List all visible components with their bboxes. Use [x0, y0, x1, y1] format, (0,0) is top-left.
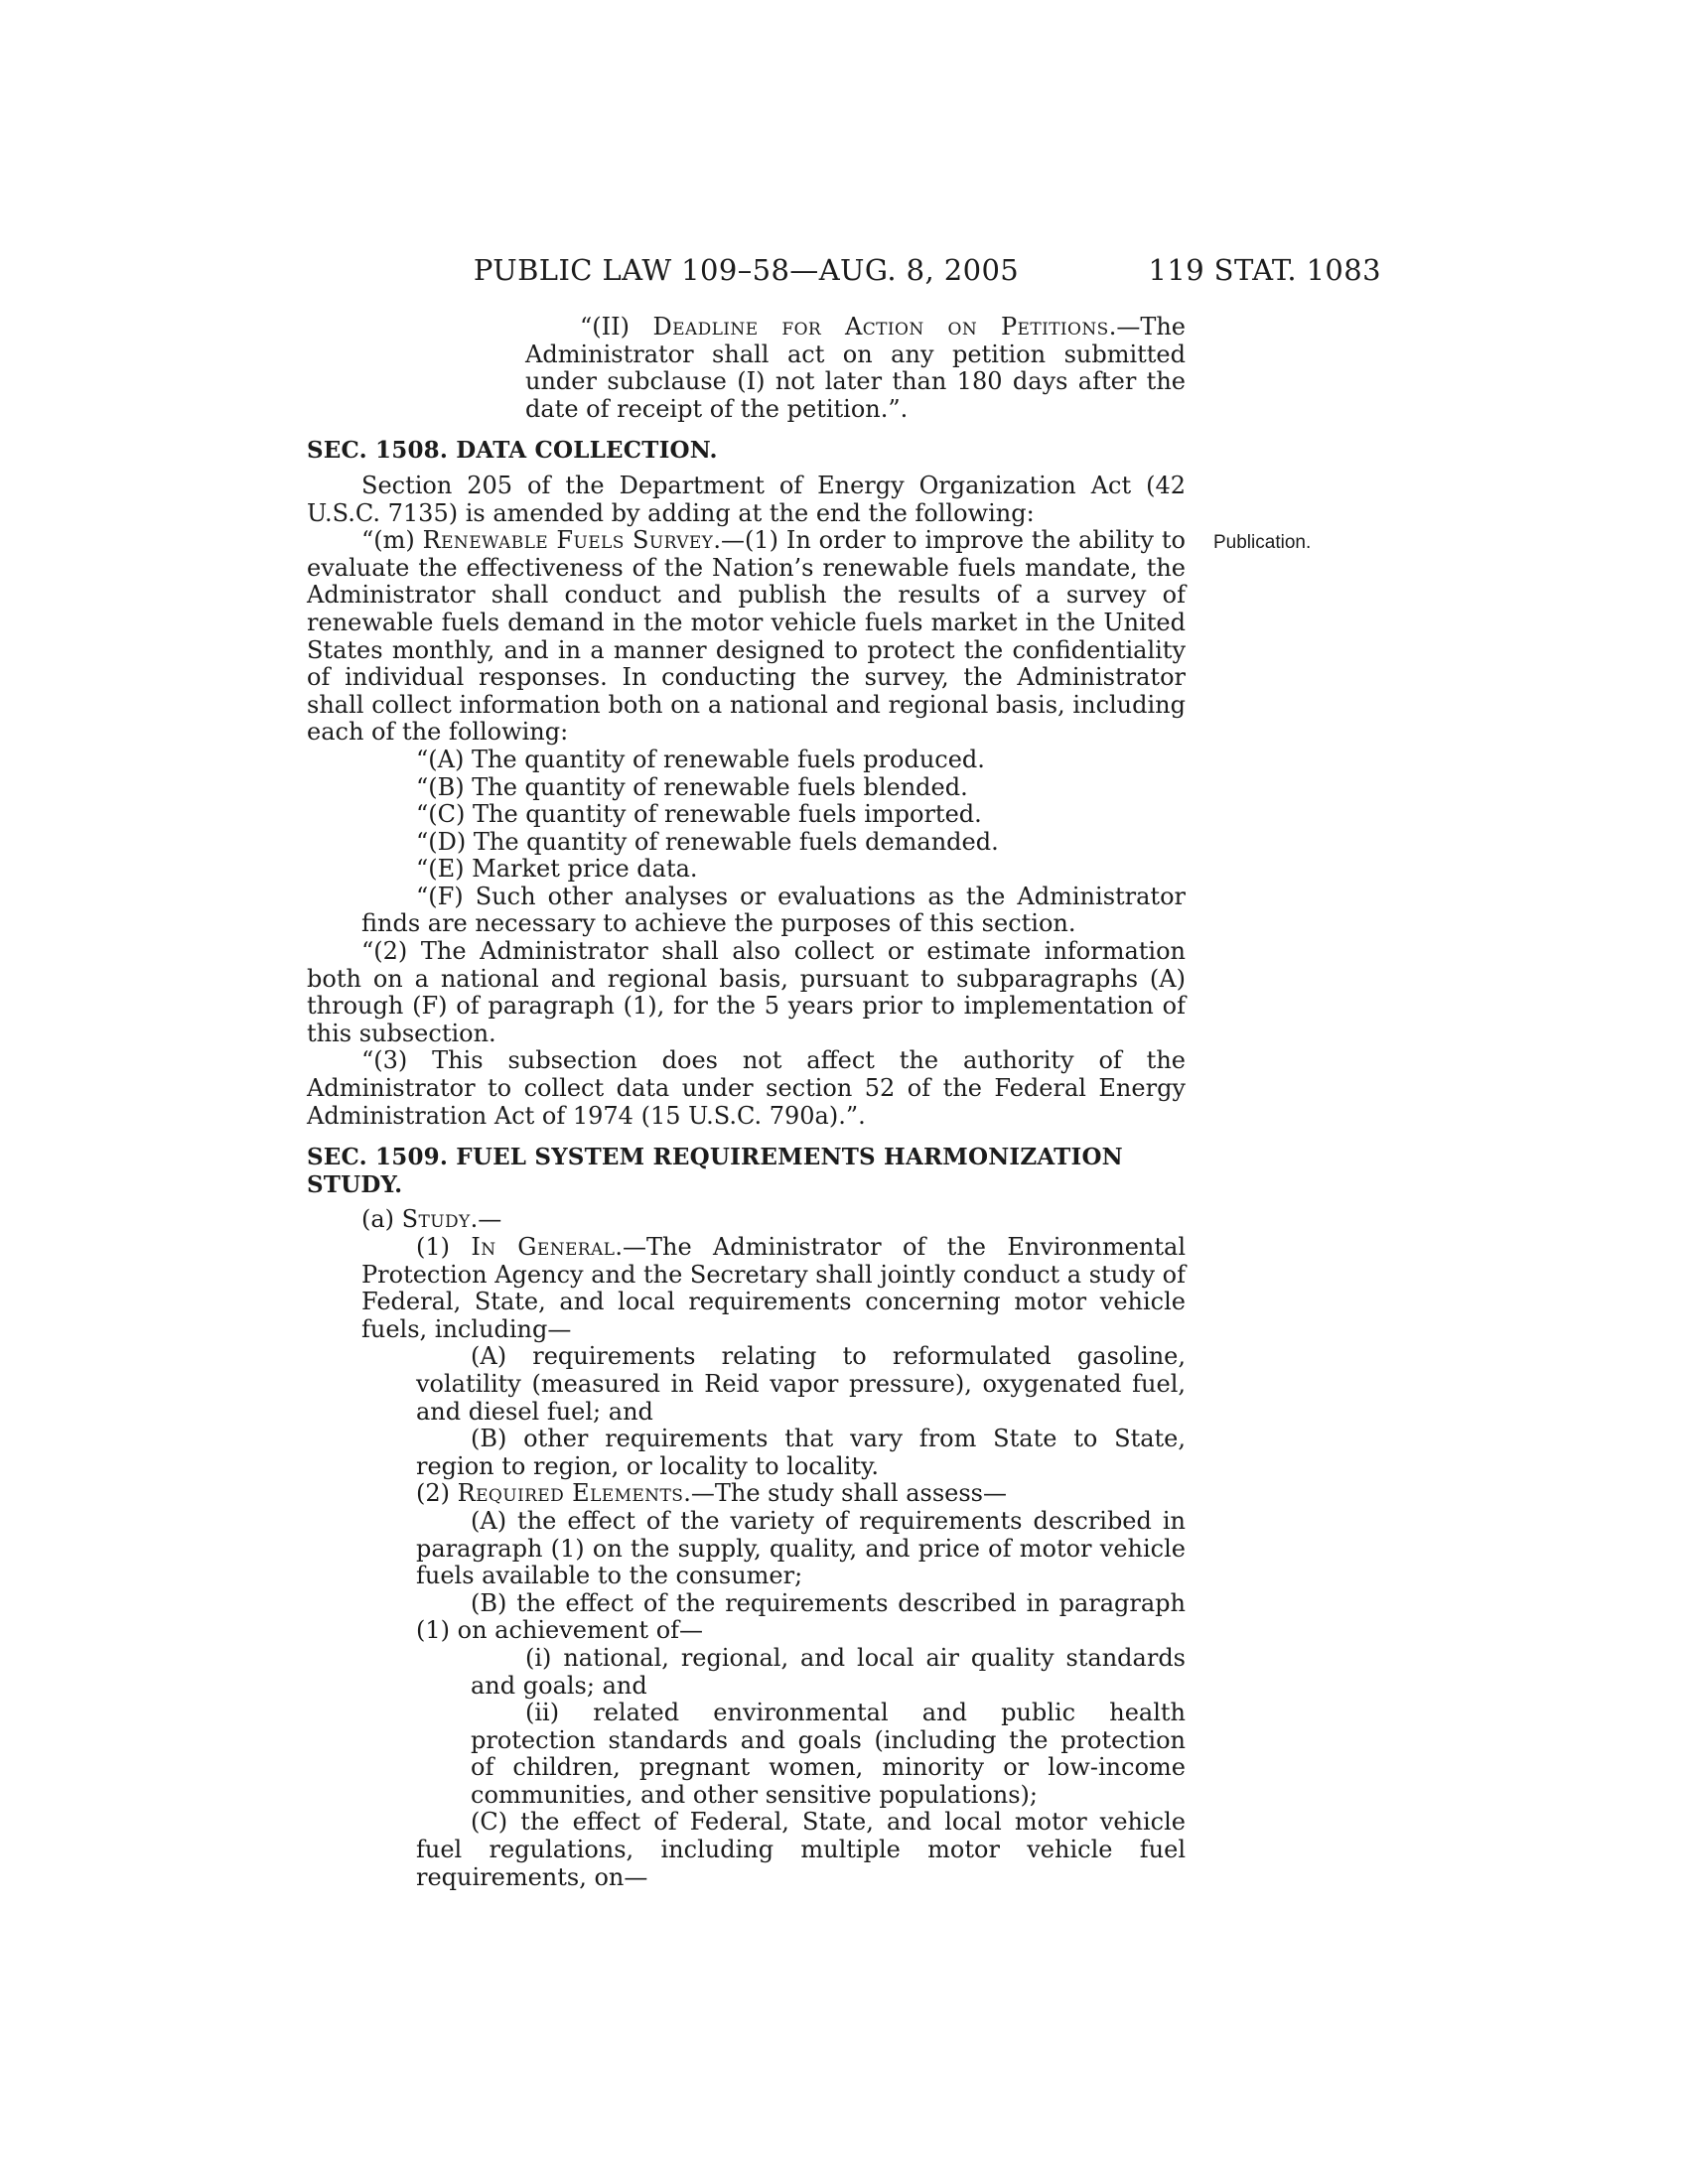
text-run: “(D) The quantity of renewable fuels demanded. [416, 827, 999, 856]
page-header-law-title: PUBLIC LAW 109–58—AUG. 8, 2005 [473, 253, 1020, 287]
paragraph [361, 829, 1186, 857]
paragraph [361, 747, 1186, 774]
text-run: “(C) The quantity of renewable fuels imported. [416, 800, 982, 829]
section-heading: SEC. 1508. DATA COLLECTION. [307, 437, 718, 465]
text-run: (ii) related environmental and public health protection standards and goals (including the protection of children, pregnant women, minority or low-income communities, and other sensitive populations); [471, 1699, 1186, 1809]
paragraph [307, 527, 1186, 747]
paragraph [361, 801, 1186, 829]
paragraph [416, 1590, 1186, 1645]
paragraph [471, 1645, 1186, 1700]
text-run: (C) the effect of Federal, State, and local motor vehicle fuel regulations, including multiple motor vehicle fuel requirements, on— [416, 1808, 1186, 1891]
paragraph [307, 473, 1186, 527]
paragraph [416, 1508, 1186, 1590]
paragraph [361, 856, 1186, 884]
paragraph [416, 1426, 1186, 1480]
text-run: .— [470, 1205, 502, 1234]
text-run: .—(1) In order to improve the ability to evaluate the effectiveness of the Nation’s renewable fuels mandate, the Administrator shall conduct and publish the results of a survey of renewable fuels demand in the motor vehicle fuels market in the United States monthly, and in a manner designed to protect the confidentiality of individual responses. In conducting the survey, the Administrator shall collect information both on a national and regional basis, including each of the following: [307, 526, 1186, 747]
text-run: “(m) [361, 526, 423, 555]
small-caps-run: Renewable Fuels Survey [422, 526, 714, 555]
text-run: (i) national, regional, and local air quality standards and goals; and [471, 1643, 1186, 1700]
paragraph [525, 314, 1186, 423]
text-run: (1) [416, 1233, 472, 1261]
document-body [307, 314, 1186, 1891]
small-caps-run: Required Elements [457, 1479, 684, 1508]
text-run: “(3) This subsection does not affect the authority of the Administrator to collect data under section 52 of the Federal Energy Administration Act of 1974 (15 U.S.C. 790a).”. [307, 1046, 1186, 1130]
text-run: “(II) [580, 313, 653, 341]
text-run: (A) the effect of the variety of requirements described in paragraph (1) on the supply, quality, and price of motor vehicle fuels available to the consumer; [416, 1506, 1186, 1590]
text-run: (B) other requirements that vary from State to State, region to region, or locality to locality. [416, 1425, 1186, 1480]
paragraph [471, 1700, 1186, 1809]
text-run: “(E) Market price data. [416, 855, 698, 884]
paragraph [307, 938, 1186, 1047]
text-run: (B) the effect of the requirements described in paragraph (1) on achievement of— [416, 1588, 1186, 1645]
text-run: “(B) The quantity of renewable fuels blended. [416, 772, 968, 801]
paragraph [307, 1206, 1186, 1234]
text-run: “(A) The quantity of renewable fuels produced. [416, 745, 985, 773]
paragraph [361, 1234, 1186, 1343]
text-run: .—The study shall assess— [683, 1479, 1007, 1508]
text-run: (A) requirements relating to reformulated gasoline, volatility (measured in Reid vapor pressure), oxygenated fuel, and diesel fuel; and [416, 1342, 1186, 1426]
small-caps-run: Deadline for Action on Petitions [652, 313, 1109, 341]
paragraph [361, 774, 1186, 802]
text-run: (2) [416, 1479, 458, 1508]
section-heading: SEC. 1509. FUEL SYSTEM REQUIREMENTS HARMONIZATION STUDY. [307, 1144, 1123, 1198]
text-run: Section 205 of the Department of Energy Organization Act (42 U.S.C. 7135) is amended by adding at the end the following: [307, 471, 1186, 527]
paragraph [416, 1809, 1186, 1891]
paragraph [361, 1480, 1186, 1508]
text-run: “(F) Such other analyses or evaluations as the Administrator finds are necessary to achieve the purposes of this section. [361, 882, 1186, 938]
margin-note-publication: Publication. [1213, 532, 1312, 553]
text-run: .—The Administrator of the Environmental Protection Agency and the Secretary shall jointly conduct a study of Federal, State, and local requirements concerning motor vehicle fuels, including— [361, 1233, 1186, 1343]
paragraph [361, 884, 1186, 938]
paragraph [416, 1343, 1186, 1426]
paragraph [307, 1047, 1186, 1130]
small-caps-run: Study [401, 1205, 471, 1234]
text-run: (a) [361, 1205, 402, 1234]
text-run: “(2) The Administrator shall also collect or estimate information both on a national and regional basis, pursuant to subparagraphs (A) through (F) of paragraph (1), for the 5 years prior to implementation of this subsection. [307, 937, 1186, 1047]
text-run: .—The Administrator shall act on any petition submitted under subclause (I) not later than 180 days after the date of receipt of the petition.”. [525, 313, 1186, 423]
small-caps-run: In General [471, 1233, 616, 1261]
page-header-stat-number: 119 STAT. 1083 [1148, 253, 1381, 287]
